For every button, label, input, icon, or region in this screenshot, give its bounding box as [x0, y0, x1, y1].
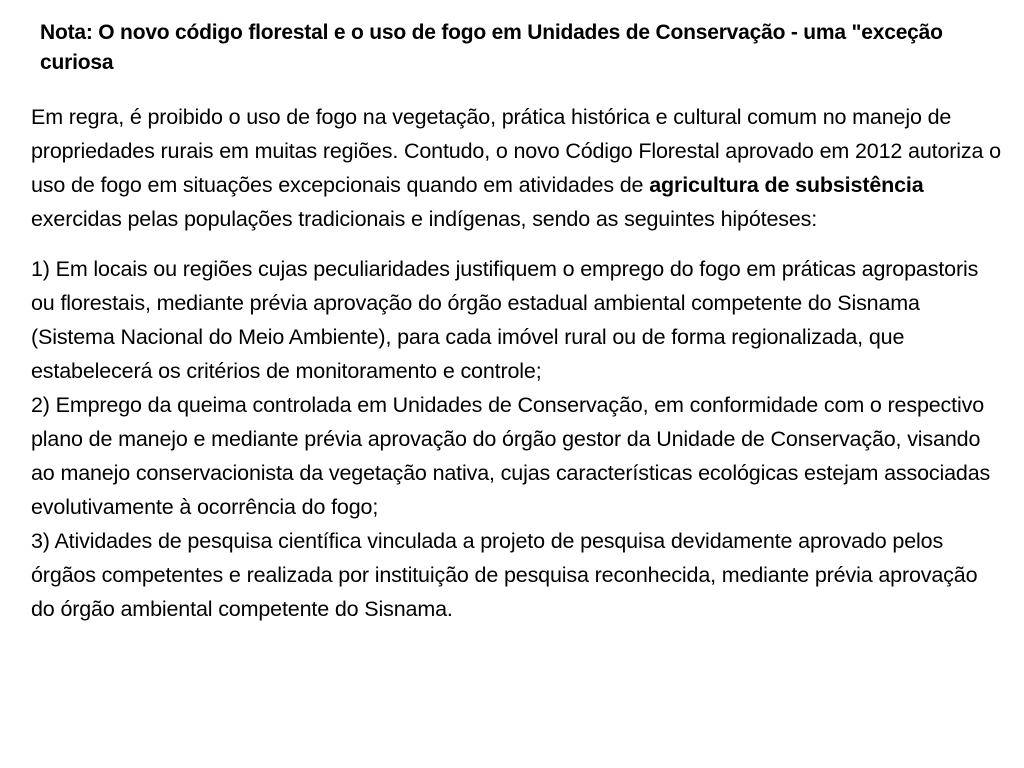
- intro-text-before: Em regra, é proibido o uso de fogo na vegetação, prática histórica e cultural comum no manejo de propriedades rurais em muitas regiões. Contudo, o novo Código Florestal aprovado em 2012 autoriza o uso de fogo em situações excepcionais quando em atividades de: [31, 105, 1001, 197]
- intro-text-after: exercidas pelas populações tradicionais e indígenas, sendo as seguintes hipóteses:: [31, 207, 818, 231]
- slide-title: Nota: O novo código florestal e o uso de fogo em Unidades de Conservação - uma "exceção curiosa: [40, 21, 943, 74]
- intro-bold-text: agricultura de subsistência: [649, 173, 924, 197]
- list-item-3: 3) Atividades de pesquisa científica vinculada a projeto de pesquisa devidamente aprovado pelos órgãos competentes e realizada por instituição de pesquisa reconhecida, mediante prévia aprovação do órgão ambiental competente do Sisnama.: [31, 529, 978, 621]
- list-item-1: 1) Em locais ou regiões cujas peculiaridades justifiquem o emprego do fogo em práticas agropastoris ou florestais, mediante prévia aprovação do órgão estadual ambiental competente do Sisnama (Sistema Nacional do Meio Ambiente), para cada imóvel rural ou de forma regionalizada, que estabelecerá os critérios de monitoramento e controle;: [31, 257, 979, 383]
- list-item-2: 2) Emprego da queima controlada em Unidades de Conservação, em conformidade com o respectivo plano de manejo e mediante prévia aprovação do órgão gestor da Unidade de Conservação, visando ao manejo conservacionista da vegetação nativa, cujas características ecológicas estejam associadas evolutivamente à ocorrência do fogo;: [31, 393, 991, 519]
- slide-body: [31, 100, 1006, 626]
- intro-paragraph: [31, 100, 1006, 236]
